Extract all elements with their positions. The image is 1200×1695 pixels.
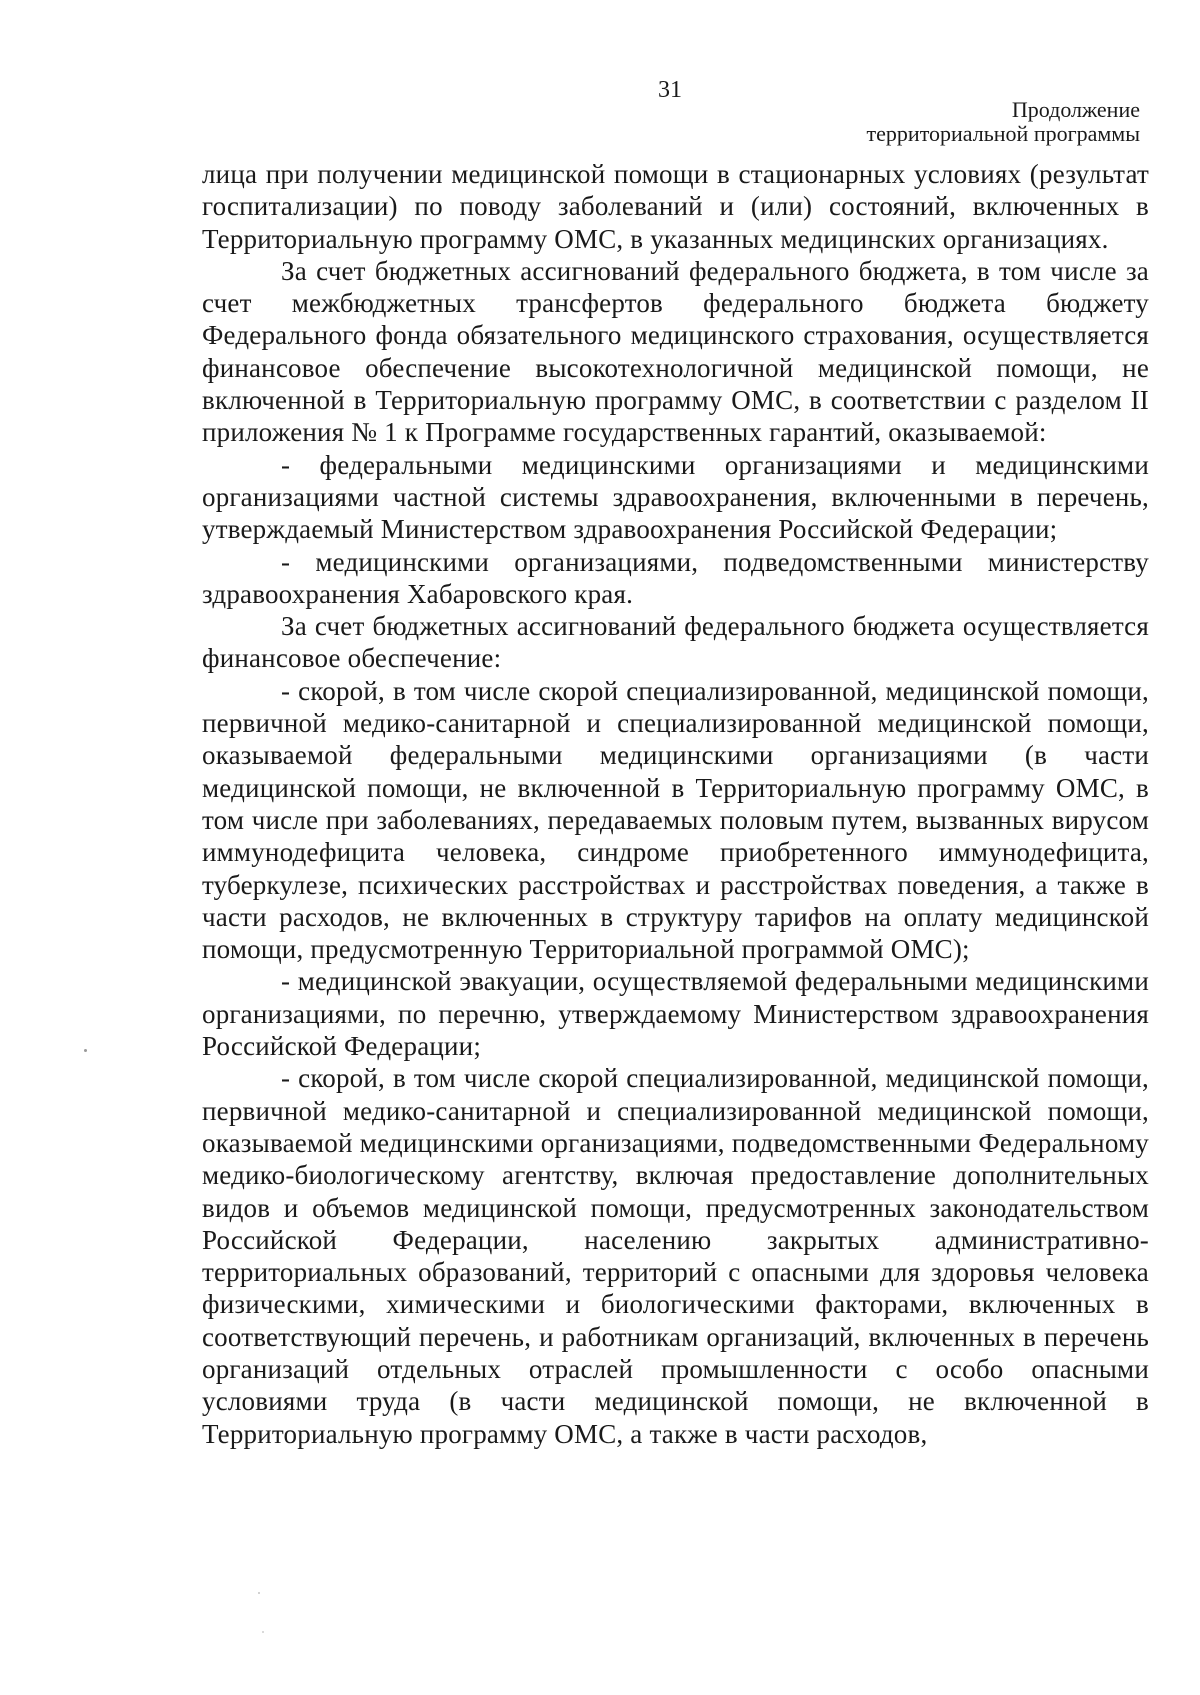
list-item: - скорой, в том числе скорой специализированной, медицинской помощи, первичной медико-санитарной и специализированной медицинской помощи, оказываемой федеральными медицинскими организациями (в части медицинской помощи, не включенной в Территориальную программу ОМС, в том числе при заболеваниях, передаваемых половым путем, вызванных вирусом иммунодефицита человека, синдроме приобретенного иммунодефицита, туберкулезе, психических расстройствах и расстройствах поведения, а также в части расходов, не включенных в структуру тарифов на оплату медицинской помощи, предусмотренную Территориальной программой ОМС); bbox=[202, 675, 1149, 965]
page-number: 31 bbox=[658, 77, 682, 103]
header-note-line-1: Продолжение bbox=[1011, 97, 1140, 122]
paragraph: лица при получении медицинской помощи в стационарных условиях (результат госпитализации) по поводу заболеваний и (или) состояний, включенных в Территориальную программу ОМС, в указанных медицинских организациях. bbox=[202, 159, 1149, 254]
scan-speck bbox=[84, 1049, 87, 1052]
list-item: - федеральными медицинскими организациями и медицинскими организациями частной системы здравоохранения, включенными в перечень, утверждаемый Министерством здравоохранения Российской Федерации; bbox=[202, 449, 1149, 545]
header-note bbox=[867, 98, 1140, 146]
scan-speck bbox=[262, 1631, 264, 1633]
list-item: - медицинской эвакуации, осуществляемой федеральными медицинскими организациями, по перечню, утверждаемому Министерством здравоохранения Российской Федерации; bbox=[202, 966, 1149, 1062]
body-text bbox=[202, 158, 1149, 1450]
paragraph: За счет бюджетных ассигнований федерального бюджета осуществляется финансовое обеспечение: bbox=[202, 611, 1149, 674]
scan-speck bbox=[258, 1592, 260, 1594]
list-item: - медицинскими организациями, подведомственными министерству здравоохранения Хабаровского края. bbox=[202, 546, 1149, 609]
list-item: - скорой, в том числе скорой специализированной, медицинской помощи, первичной медико-санитарной и специализированной медицинской помощи, оказываемой медицинскими организациями, подведомственными Федеральному медико-биологическому агентству, включая предоставление дополнительных видов и объемов медицинской помощи, предусмотренных законодательством Российской Федерации, населению закрытых административно-территориальных образований, территорий с опасными для здоровья человека физическими, химическими и биологическими факторами, включенных в соответствующий перечень, и работникам организаций, включенных в перечень организаций отдельных отраслей промышленности с особо опасными условиями труда (в части медицинской помощи, не включенной в Территориальную программу ОМС, а также в части расходов, bbox=[202, 1063, 1149, 1449]
paragraph: За счет бюджетных ассигнований федерального бюджета, в том числе за счет межбюджетных трансфертов федерального бюджета бюджету Федерального фонда обязательного медицинского страхования, осуществляется финансовое обеспечение высокотехнологичной медицинской помощи, не включенной в Территориальную программу ОМС, в соответствии с разделом II приложения № 1 к Программе государственных гарантий, оказываемой: bbox=[202, 255, 1149, 448]
header-note-line-2: территориальной программы bbox=[866, 121, 1140, 146]
